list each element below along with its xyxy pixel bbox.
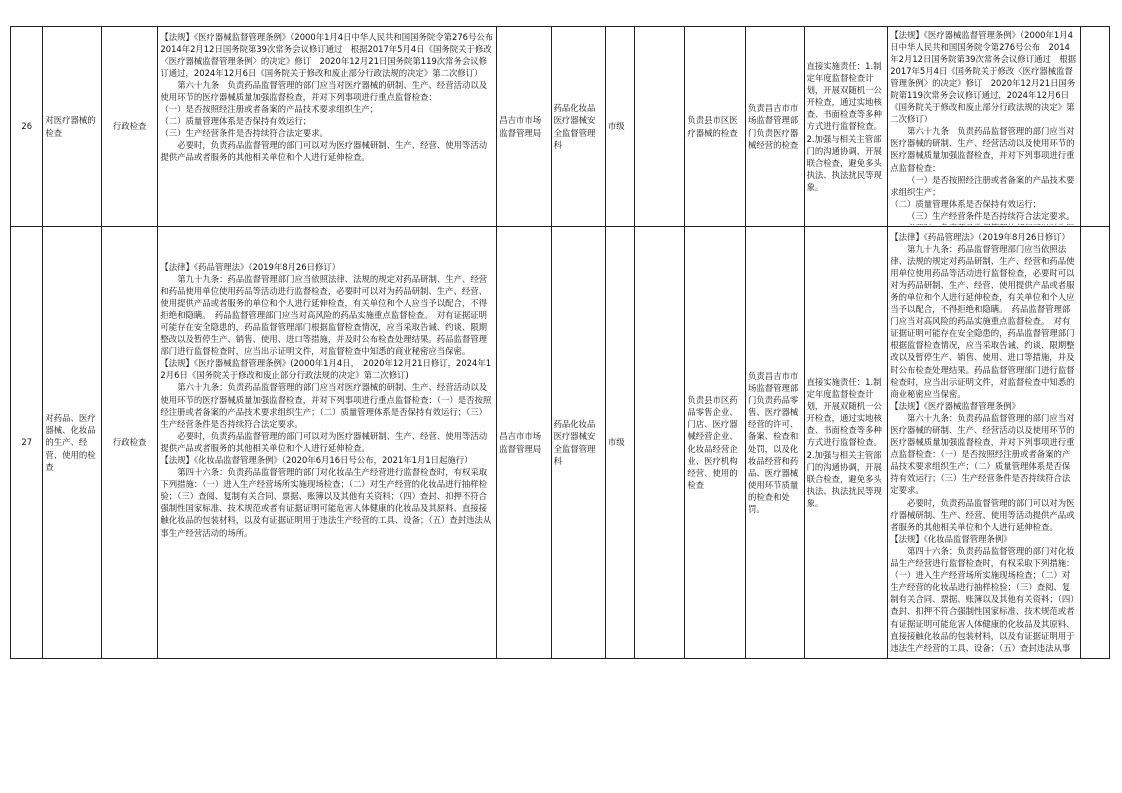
duty: 直接实施责任：1.制定年度监督检查计划，开展双随机一公开检查，通过实地核查、书面检查等多种方式进行监督检查。2.加强与相关主管部门的沟通协调，开展联合检查，避免多头执法、执法扰民等现象。 [804, 27, 888, 227]
city-scope: 负责昌吉市市场监督管理部门负责药品零售、医疗器械经营的许可、备案、检查和处罚，以及化妆品经营和药品、医疗器械使用环节质量的检查和处罚。 [746, 227, 805, 659]
basis-paragraph: 第六十九条：负责药品监督管理的部门应当对医疗器械的研制、生产、经营活动以及使用环节的医疗器械质量加强监督检查，并对下列事项进行重点监督检查：（一）是否按照经注册或者备案的产品技术要求组织生产；（二）质量管理体系是否保持有效运行；（三）生产经营条件是否持续符合法定要求。 [890, 412, 1075, 496]
item-number: 27 [11, 227, 43, 659]
basis-paragraph: 【法规】《化妆品监督管理条例》 [890, 533, 1012, 544]
city-department: 昌吉市市场监督管理局 [497, 27, 551, 227]
table-row [11, 27, 1110, 227]
basis-paragraph: 必要时，负责药品监督管理的部门可以对为医疗器械研制、生产、经营、使用等活动提供产品或者服务的其他相关单位和个人进行延伸检查。 [890, 497, 1075, 532]
basis-paragraph: 【法律】《药品管理法》（2019年8月26日修订） [890, 231, 1070, 242]
city-department: 昌吉市市场监督管理局 [497, 227, 551, 659]
legal-basis [158, 27, 497, 227]
duty: 直接实施责任：1.制定年度监督检查计划，开展双随机一公开检查，通过实地核查、书面检查等多种方式进行监督检查。2.加强与相关主管部门的沟通协调，开展联合检查，避免多头执法、执法扰民等现象。 [804, 227, 888, 659]
responsible-office: 药品化妆品医疗器械安全监督管理科 [551, 27, 605, 227]
responsibility-table [10, 26, 1110, 659]
basis-paragraph: 【法规】《医疗器械监督管理条例》 [890, 400, 1021, 411]
basis-paragraph: （二）质量管理体系是否保持有效运行； [890, 198, 1041, 209]
basis-paragraph: 【法规】《化妆品监督管理条例》（2020年6月16日号公布，2021年1月1日起施行） [160, 455, 473, 465]
basis-paragraph: 【法律】《药品管理法》（2019年8月26日修订） [160, 261, 341, 272]
responsible-office: 药品化妆品医疗器械安全监督管理科 [551, 227, 605, 659]
item-category: 行政检查 [101, 27, 157, 227]
blank-cell [635, 227, 685, 659]
county-scope: 负责县市区药品零售企业、门店、医疗器械经营企业、化妆品经营企业、医疗机构经营、使用的检查 [685, 227, 746, 659]
item-number: 26 [11, 27, 43, 227]
legal-basis [158, 227, 497, 659]
basis-paragraph: 第九十九条：药品监督管理部门应当依照法律、法规的规定对药品研制、生产、经营和药品使用单位使用药品等活动进行监督检查，必要时可以对为药品研制、生产、经营、使用提供产品或者服务的单位和个人进行延伸检查，有关单位和个人应当予以配合，不得拒绝和隐瞒。 药品监督管理部门应当对高风险的药品实施重点监督检查。 对有证据证明可能存在安全隐患的，药品监督管理部门根据监督检查情况，应当采取告诫、约谈、限期整改以及暂停生产、销售、使用、进口等措施，并及时公布检查处理结果。药品监督管理部门进行监督检查时，应当出示证明文件，对监督检查中知悉的商业秘密应当保密。 [890, 243, 1075, 399]
table-row [11, 227, 1110, 659]
basis-paragraph: 必要时，负责药品监督管理的部门可以对为医疗器械研制、生产、经营、使用等活动提供产品或者服务的其他相关单位和个人进行延伸检查。 [160, 430, 488, 453]
basis-paragraph: 第四十六条：负责药品监督管理的部门对化妆品生产经营进行监督检查时，有权采取下列措施：（一）进入生产经营场所实施现场检查；（二）对生产经营的化妆品进行抽样检验；（三）查阅、复制有关合同、票据、账簿以及其他有关资料；（四）查封、扣押不符合强制性国家标准、技术规范或者有证据证明可能危害人体健康的化妆品及其原料、直接接触化妆品的包装材料，以及有证据证明用于违法生产经营的工具、设备；（五）查封违法从事生产经营活动的场所。 [160, 467, 492, 538]
blank-cell [635, 27, 685, 227]
city-scope: 负责昌吉市市场监督管理部门负责医疗器械经营的检查 [746, 27, 805, 227]
basis-paragraph: 第九十九条：药品监督管理部门应当依照法律、法规的规定对药品研制、生产、经营和药品使用单位使用药品等活动进行监督检查，必要时可以对为药品研制、生产、经营、使用提供产品或者服务的单位和个人进行延伸检查，有关单位和个人应当予以配合，不得拒绝和隐瞒。 药品监督管理部门应当对高风险的药品实施重点监督检查。 对有证据证明可能存在安全隐患的，药品监督管理部门根据监督检查情况，应当采取告诫、约谈、限期整改以及暂停生产、销售、使用、进口等措施，并及时公布检查处理结果。药品监督管理部门进行监督检查时，应当出示证明文件，对监督检查中知悉的商业秘密应当保密。 [160, 273, 488, 357]
basis-paragraph: 第六十九条 负责药品监督管理的部门应当对医疗器械的研制、生产、经营活动以及使用环节的医疗器械质量加强监督检查，并对下列事项进行重点监督检查： [890, 126, 1075, 173]
blank-cell [1080, 27, 1109, 227]
level: 市级 [605, 227, 634, 659]
basis-paragraph: 【法规】《医疗器械监督管理条例》（2000年1月4日中华人民共和国国务院令第276号公布 2014年2月12日国务院第39次常务会议修订通过 根据2017年5月4日《国务院关于修改〈医疗器械监督管理条例〉的决定》修订 2020年12月21日国务院第119次常务会议修订通过，2024年12月6日《国务院关于修改和废止部分行政法规的决定》第二次修订） [160, 31, 494, 78]
basis-paragraph: 第六十九条：负责药品监督管理的部门应当对医疗器械的研制、生产、经营活动以及使用环节的医疗器械质量加强监督检查，并对下列事项进行重点监督检查：（一）是否按照经注册或者备案的产品技术要求组织生产；（二）质量管理体系是否保持有效运行；（三）生产经营条件是否持续符合法定要求。 [160, 382, 492, 429]
legal-basis-2 [888, 227, 1080, 659]
basis-paragraph: （二）质量管理体系是否保持有效运行； [160, 116, 312, 127]
basis-paragraph: （一）是否按照经注册或者备案的产品技术要求组织生产； [890, 174, 1075, 197]
level: 市级 [605, 27, 634, 227]
basis-paragraph: 【法规】《医疗器械监督管理条例》（2000年1月4日中华人民共和国国务院令第276号公布 2014年2月12日国务院第39次常务会议修订通过 根据2017年5月4日《国务院关于修改〈医疗器械监督管理条例〉的决定》修订 2020年12月21日国务院第119次常务会议修订通过，2024年12月6日《国务院关于修改和废止部分行政法规的决定》第二次修订） [890, 29, 1076, 125]
basis-paragraph: （三）生产经营条件是否持续符合法定要求。 [160, 128, 328, 139]
basis-paragraph: （一）是否按照经注册或者备案的产品技术要求组织生产； [160, 104, 379, 115]
blank-cell [1080, 227, 1109, 659]
basis-paragraph [890, 222, 1077, 225]
item-name: 对医疗器械的检查 [43, 27, 102, 227]
basis-paragraph: 第六十九条 负责药品监督管理的部门应当对医疗器械的研制、生产、经营活动以及使用环节的医疗器械质量加强监督检查，并对下列事项进行重点监督检查： [160, 79, 488, 102]
basis-paragraph: （三）生产经营条件是否持续符合法定要求。 [907, 210, 1075, 221]
county-scope: 负责县市区医疗器械的检查 [685, 27, 746, 227]
item-name: 对药品、医疗器械、化妆品的生产、经营、使用的检查 [43, 227, 102, 659]
basis-paragraph: 第四十六条：负责药品监督管理的部门对化妆品生产经营进行监督检查时，有权采取下列措施：（一）进入生产经营场所实施现场检查；（二）对生产经营的化妆品进行抽样检验；（三）查阅、复制有关合同、票据、账簿以及其他有关资料；（四）查封、扣押不符合强制性国家标准、技术规范或者有证据证明可能危害人体健康的化妆品及其原料、直接接触化妆品的包装材料，以及有证据证明用于违法生产经营的工具、设备；（五）查封违法从事 [890, 545, 1075, 653]
basis-paragraph: 【法规】《医疗器械监督管理条例》(2000年1月4日， 2020年12月21日修订，2024年12月6日《国务院关于修改和废止部分行政法规的决定》第二次修订) [160, 358, 492, 381]
legal-basis-2 [888, 27, 1080, 227]
item-category: 行政检查 [101, 227, 157, 659]
basis-paragraph: 必要时，负责药品监督管理的部门可以对为医疗器械研制、生产、经营、使用等活动提供产品或者服务的其他相关单位和个人进行延伸检查。 [160, 140, 488, 163]
